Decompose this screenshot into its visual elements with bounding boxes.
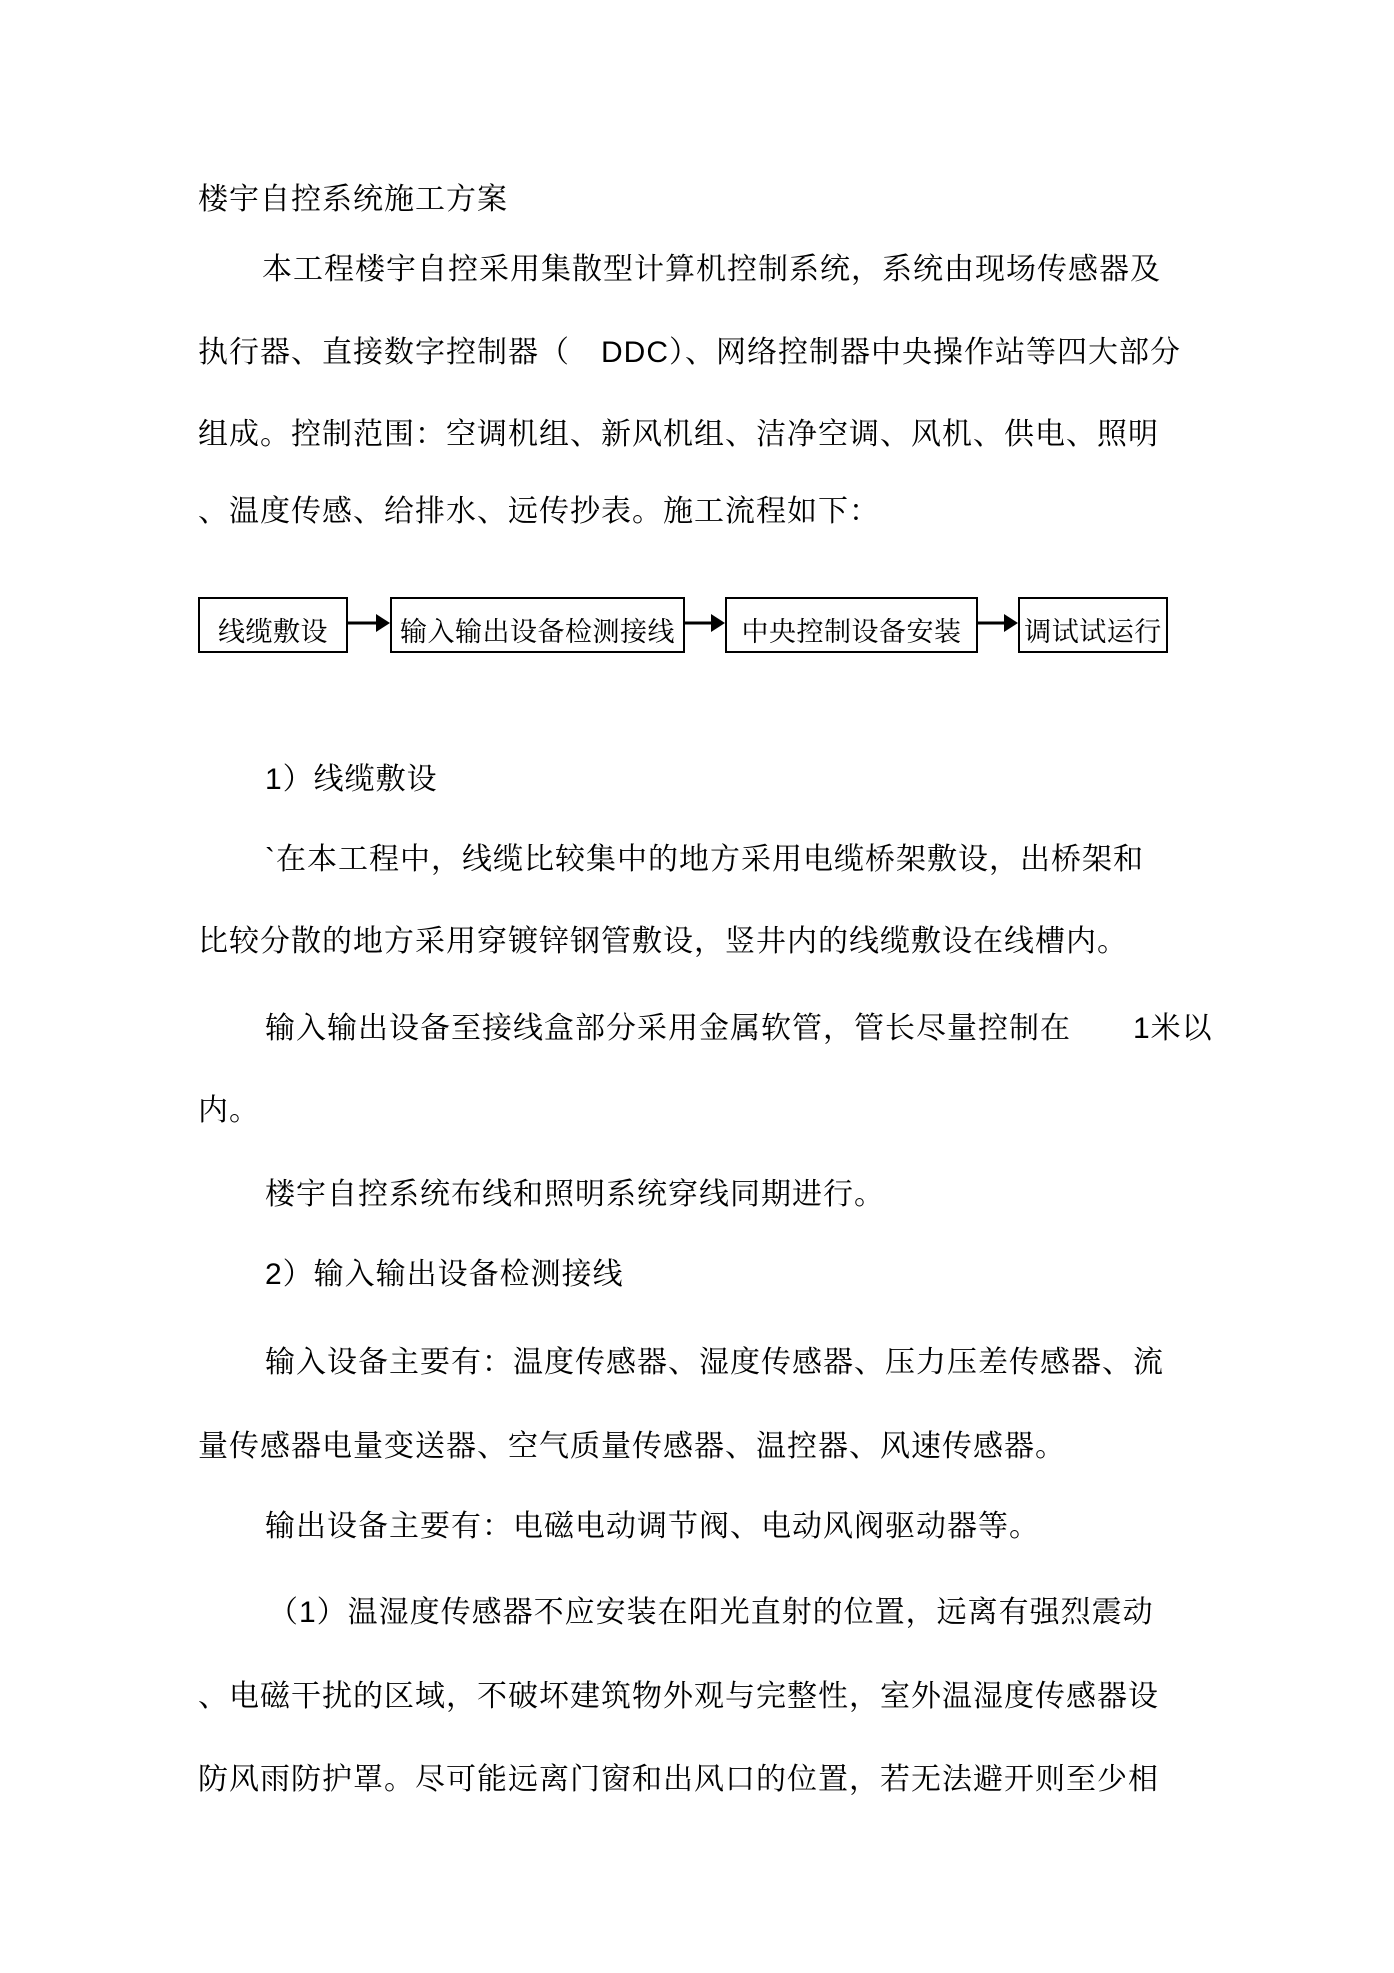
body-line: 量传感器电量变送器、空气质量传感器、温控器、风速传感器。 — [198, 1430, 1066, 1463]
body-line: 内。 — [198, 1094, 260, 1127]
body-line: `在本工程中，线缆比较集中的地方采用电缆桥架敷设，出桥架和 — [265, 843, 1144, 876]
intro-line: 本工程楼宇自控采用集散型计算机控制系统，系统由现场传感器及 — [262, 253, 1161, 286]
body-line: 1）线缆敷设 — [265, 763, 438, 796]
body-line: 、电磁干扰的区域，不破坏建筑物外观与完整性，室外温湿度传感器设 — [198, 1680, 1159, 1713]
flow-step-label: 线缆敷设 — [218, 616, 328, 647]
flow-step-label: 中央控制设备安装 — [741, 616, 962, 647]
flow-step-io-device-wiring — [390, 597, 685, 653]
intro-line: 组成。控制范围：空调机组、新风机组、洁净空调、风机、供电、照明 — [198, 418, 1159, 451]
flow-arrow-icon — [348, 597, 390, 653]
flow-step-cable-laying — [198, 597, 348, 653]
flow-step-label: 调试试运行 — [1024, 616, 1162, 647]
body-line: 输入设备主要有：温度传感器、湿度传感器、压力压差传感器、流 — [265, 1346, 1164, 1379]
intro-line: 执行器、直接数字控制器（ DDC）、网络控制器中央操作站等四大部分 — [198, 336, 1181, 369]
flow-step-central-control-install — [725, 597, 978, 653]
flow-step-label: 输入输出设备检测接线 — [400, 616, 675, 647]
flow-step-commissioning — [1018, 597, 1168, 653]
body-line: 输出设备主要有：电磁电动调节阀、电动风阀驱动器等。 — [265, 1510, 1040, 1543]
body-line: 比较分散的地方采用穿镀锌钢管敷设，竖井内的线缆敷设在线槽内。 — [198, 925, 1128, 958]
flow-arrow-icon — [685, 597, 725, 653]
body-line: 2）输入输出设备检测接线 — [265, 1258, 624, 1291]
body-line: （1）温湿度传感器不应安装在阳光直射的位置，远离有强烈震动 — [268, 1596, 1154, 1629]
page-title: 楼宇自控系统施工方案 — [198, 183, 508, 216]
body-line: 楼宇自控系统布线和照明系统穿线同期进行。 — [265, 1178, 885, 1211]
intro-line: 、温度传感、给排水、远传抄表。施工流程如下： — [198, 495, 880, 528]
body-line: 防风雨防护罩。尽可能远离门窗和出风口的位置，若无法避开则至少相 — [198, 1763, 1159, 1796]
flow-arrow-icon — [978, 597, 1018, 653]
body-line: 输入输出设备至接线盒部分采用金属软管，管长尽量控制在 1米以 — [265, 1012, 1213, 1045]
